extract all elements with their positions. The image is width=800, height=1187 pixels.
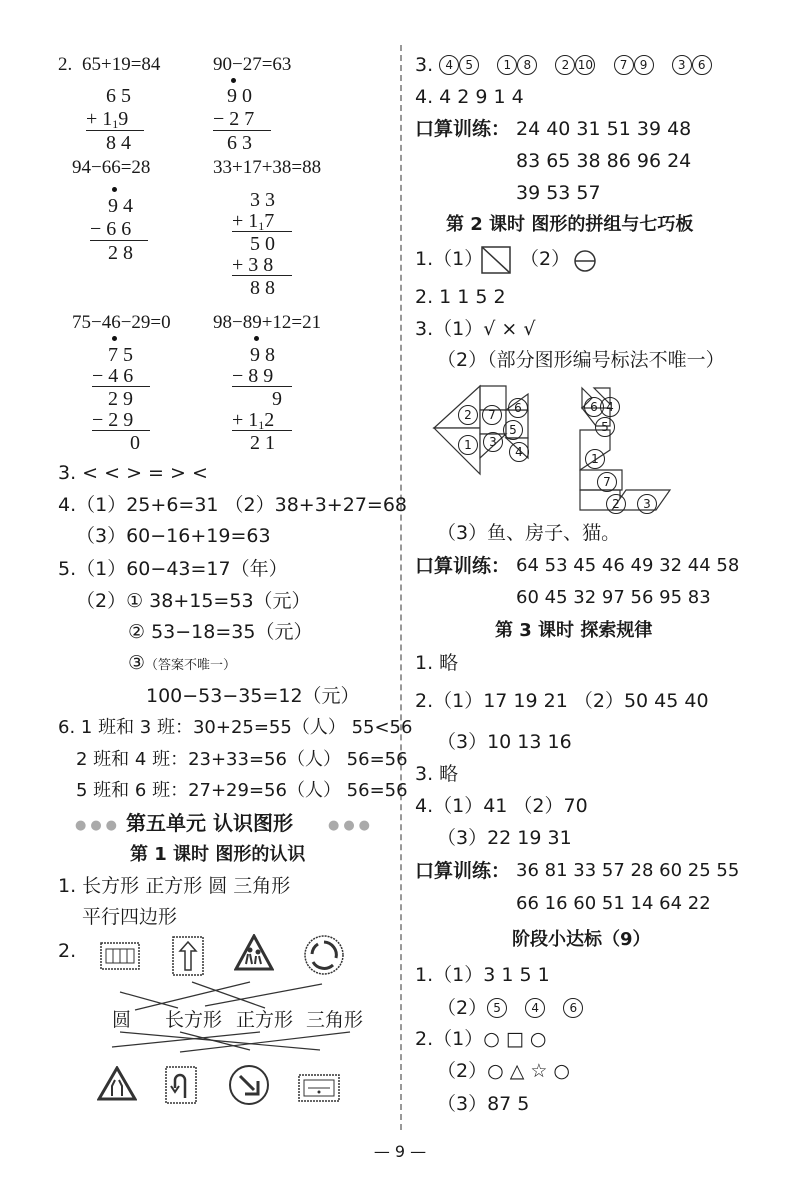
shape-label-rectangle: 长方形 [165,1009,223,1031]
q6-answer-b: 2 班和 4 班：23+33=56（人） 56=56 [76,749,408,770]
l3-q2-b: （3）10 13 16 [437,731,572,753]
l1-q1-b: 平行四边形 [82,906,178,928]
oral3-row2: 66 16 60 51 14 64 22 [516,893,711,914]
l3-q2-a: 2.（1）17 19 21 （2）50 45 40 [415,690,709,712]
q4-answer-b: （3）60−16+19=63 [76,525,271,547]
lesson2-title: 第 2 课时 图形的拼组与七巧板 [446,214,694,235]
oral1-row2: 83 65 38 86 96 24 [516,150,692,172]
q5-answer-b2: ② 53−18=35（元） [128,621,313,643]
l2-q1-b: （2） [520,248,571,270]
s-q2-a: 2.（1）○ □ ○ [415,1028,547,1050]
eq-a: 65+19=84 [82,54,161,75]
oral1-label: 口算训练： [415,118,511,140]
l1-q1-a: 1. 长方形 正方形 圆 三角形 [58,875,291,897]
column-divider [400,45,402,1130]
lesson1-title: 第 1 课时 图形的认识 [130,844,306,865]
q2-label: 2. [58,54,73,75]
shape-label-triangle: 三角形 [306,1009,364,1031]
shape-label-square: 正方形 [236,1009,294,1031]
oral3-label: 口算训练： [415,860,511,882]
unit-title: 第五单元 认识图形 [126,811,293,835]
fish-piece-4: 4 [509,442,529,462]
l2-q3-c: （3）鱼、房子、猫。 [437,522,621,544]
cat-piece-6: 6 [584,397,604,417]
q4-answer-a: 4.（1）25+6=31 （2）38+3+27=68 [58,494,408,516]
roundabout-sign-icon [303,934,345,976]
fish-piece-3: 3 [483,432,503,452]
l2-q2: 2. 1 1 5 2 [415,286,506,308]
r-q3-answer: 3. 4 5 1 8 2 10 7 9 3 6 [415,55,712,75]
bus-sign-icon [100,940,140,972]
fish-piece-6: 6 [508,398,528,418]
q5-answer-b3: ③（答案不唯一） [128,652,237,674]
q6-answer-a: 6. 1 班和 3 班：30+25=55（人） 55<56 [58,717,413,738]
shape-label-circle: 圆 [112,1009,132,1031]
cat-piece-3: 3 [637,494,657,514]
cat-piece-4: 4 [600,397,620,417]
q5-answer-b1: （2）① 38+15=53（元） [76,590,311,612]
eq-f: 98−89+12=21 [213,312,322,333]
decor-dots-right: ●●● [328,818,375,833]
diagonal-arrow-sign-icon [228,1064,270,1106]
arrow-up-sign-icon [172,936,204,976]
eq-b: 90−27=63 [213,54,292,75]
lesson3-title: 第 3 课时 探索规律 [495,620,653,641]
u-turn-sign-icon [165,1066,197,1104]
fish-piece-5: 5 [503,420,523,440]
q3-answer: 3. < < > = > < [58,462,208,484]
cat-piece-2: 2 [606,494,626,514]
right-triangle-square-icon [480,245,514,275]
l3-q4-a: 4.（1）41 （2）70 [415,795,588,817]
oral3-row1: 36 81 33 57 28 60 25 55 [516,860,740,881]
q5-answer-a: 5.（1）60−43=17（年） [58,558,288,580]
eq-e: 75−46−29=0 [72,312,171,333]
cat-piece-1: 1 [585,449,605,469]
oral1-row1: 24 40 31 51 39 48 [516,118,692,140]
eq-c: 94−66=28 [72,157,151,178]
parking-sign-icon [298,1072,340,1104]
stage-title: 阶段小达标（9） [512,929,651,950]
oral2-label: 口算训练： [415,555,511,577]
divided-circle-icon [572,248,598,274]
oral2-row1: 64 53 45 46 49 32 44 58 [516,555,740,576]
eq-d: 33+17+38=88 [213,157,322,178]
l2-q3-b: （2）（部分图形编号标法不唯一） [437,349,725,371]
s-q1-a: 1.（1）3 1 5 1 [415,964,550,986]
q6-answer-c: 5 班和 6 班：27+29=56（人） 56=56 [76,780,408,801]
l3-q4-b: （3）22 19 31 [437,827,572,849]
l2-q1-a: 1.（1） [415,248,484,270]
cat-piece-5: 5 [595,417,615,437]
fish-piece-1: 1 [458,435,478,455]
s-q2-b: （2）○ △ ☆ ○ [437,1060,571,1082]
l3-q1: 1. 略 [415,652,459,674]
children-crossing-sign-icon [234,934,274,972]
s-q2-c: （3）87 5 [437,1093,530,1115]
fish-piece-7: 7 [482,405,502,425]
road-narrows-sign-icon [97,1066,137,1102]
fish-piece-2: 2 [458,405,478,425]
l2-q3-a: 3.（1）√ × √ [415,318,536,340]
oral2-row2: 60 45 32 97 56 95 83 [516,587,711,608]
decor-dots-left: ●●● [75,818,122,833]
r-q4-answer: 4. 4 2 9 1 4 [415,86,524,108]
l1-q2-label: 2. [58,940,77,962]
s-q1-b: （2） 5 4 6 [437,998,583,1018]
page-number: — 9 — [373,1142,427,1161]
oral1-row3: 39 53 57 [516,182,601,204]
l3-q3: 3. 略 [415,763,459,785]
cat-piece-7: 7 [597,472,617,492]
q5-answer-b4: 100−53−35=12（元） [146,685,360,707]
